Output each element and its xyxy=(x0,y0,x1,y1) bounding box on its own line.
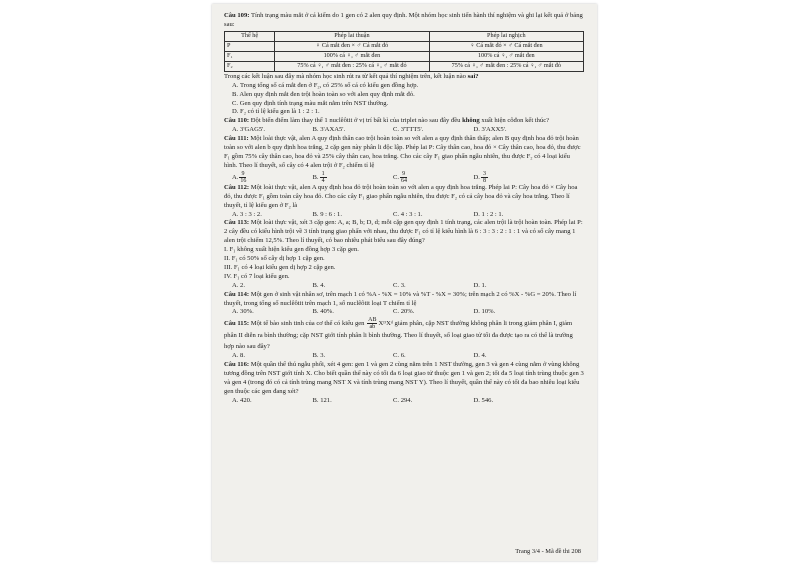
answer-option: A. 8. xyxy=(232,352,246,360)
answer-options xyxy=(224,171,584,184)
question-label: Câu 116: xyxy=(224,361,250,369)
answer-options xyxy=(224,126,584,135)
numerator: 9 xyxy=(400,171,407,178)
question-label: Câu 112: xyxy=(224,183,250,191)
answer-option: C. 3'TTT5'. xyxy=(393,126,424,134)
answer-option: A. 3 : 3 : 2. xyxy=(232,210,262,218)
table-cell: 75% cá ♀, ♂ mắt đen : 25% cá ♀, ♂ mắt đỏ xyxy=(275,61,429,71)
table-cell: F₂ xyxy=(225,61,275,71)
question-text: Một tế bào sinh tinh của cơ thể có kiểu gen xyxy=(249,320,367,328)
question-label: Câu 114: xyxy=(224,290,250,298)
numerator: 9 xyxy=(239,171,246,178)
question-111-stem xyxy=(224,135,584,171)
answer-option: B. 121. xyxy=(312,396,332,404)
table-header-forward-cross: Phép lai thuận xyxy=(275,31,429,41)
answer-option: C. 4 : 3 : 1. xyxy=(393,210,423,218)
prompt-emphasis: sai? xyxy=(467,72,479,80)
question-113-stem xyxy=(224,219,584,246)
exam-page xyxy=(212,4,597,561)
page-footer: Trang 3/4 - Mã đề thi 208 xyxy=(515,548,581,555)
answer-option: C. 6. xyxy=(393,352,406,360)
answer-option xyxy=(474,171,555,184)
table-cell: ♀ Cá mắt đen × ♂ Cá mắt đỏ xyxy=(275,41,429,51)
answer-option: A. 30%. xyxy=(232,308,254,316)
table-header-reverse-cross: Phép lai nghịch xyxy=(429,31,583,41)
question-text: Một gen ở sinh vật nhân sơ, trên mạch 1 có %A - %X = 10% và %T - %X = 30%; trên mạch 2 có %X - %G = 20%. Theo lí thuyết, trong tổng số nuclêôtit trên mạch 1, số nuclêôtit loại T chiếm tỉ lệ xyxy=(224,290,577,307)
genotype-sex-chromosomes: XᴰXᵈ xyxy=(378,320,393,328)
question-text: Đột biến điểm làm thay thế 1 nuclêôtit ở vị trí bất kì của triplet nào sau đây đều xyxy=(249,117,463,125)
question-label: Câu 115: xyxy=(224,320,250,328)
question-text: Một loài thực vật, alen A quy định hoa đỏ trội hoàn toàn so với alen a quy định hoa trắng. Phép lai P: Cây hoa đỏ × Cây hoa đỏ, thu được F₁ gồm toàn cây hoa đỏ. Cho các cây F₁ giao phấn ngẫu nhiên, thu được F₂ có cả cây hoa đỏ và cây hoa trắng. Theo lí thuyết, tỉ lệ kiểu gen ở F₂ là xyxy=(224,183,578,209)
fraction xyxy=(481,171,501,184)
answer-option: B. 3. xyxy=(312,352,326,360)
table-cell: 75% cá ♀, ♂ mắt đen : 25% cá ♀, ♂ mắt đỏ xyxy=(429,61,583,71)
results-table xyxy=(224,31,584,72)
question-text: Một loài thực vật, xét 3 cặp gen: A, a; B, b; D, d; mỗi cặp gen quy định 1 tính trạng, các alen trội là trội hoàn toàn. Phép lai P: 2 cây đều có kiểu hình trội về 3 tính trạng giao phấn với nhau, thu được F₁ có tỉ lệ kiểu hình là 6 : 3 : 3 : 2 : 1 : 1 và có số cây mang 1 alen trội chiếm 12,5%. Theo lí thuyết, có bao nhiêu phát biểu sau đây đúng? xyxy=(224,219,583,245)
statement: III. F₁ có 4 loại kiểu gen dị hợp 2 cặp gen. xyxy=(224,263,336,271)
question-text: Tính trạng màu mắt ở cá kiếm do 1 gen có 2 alen quy định. Một nhóm học sinh tiến hành thí nghiệm và ghi lại kết quả ở bảng sau: xyxy=(224,12,583,28)
denominator: ab xyxy=(369,324,376,331)
question-109-prompt xyxy=(224,73,584,82)
answer-option: A. 2. xyxy=(232,281,246,289)
fraction xyxy=(239,171,259,184)
answer-option: A. 3'GAG5'. xyxy=(232,126,265,134)
answer-option xyxy=(313,171,394,184)
answer-option: D. 4. xyxy=(473,352,487,360)
question-115-stem xyxy=(224,317,584,352)
question-112-stem xyxy=(224,184,584,211)
genotype-fraction xyxy=(367,317,377,330)
answer-option: B. 4. xyxy=(312,281,326,289)
question-label: Câu 113: xyxy=(224,219,250,227)
answer-options xyxy=(224,308,584,317)
table-cell: 100% cá ♀, ♂ mắt đen xyxy=(275,51,429,61)
statement: II. F₁ có 50% số cây dị hợp 1 cặp gen. xyxy=(224,255,325,263)
denominator: 8 xyxy=(482,177,486,184)
fraction xyxy=(400,171,420,184)
answer-options xyxy=(224,211,584,220)
answer-option: C. 3. xyxy=(393,281,406,289)
denominator: 4 xyxy=(321,177,325,184)
answer-option: D. 1 : 2 : 1. xyxy=(473,210,504,218)
answer-option: B. 3'AXA5'. xyxy=(312,126,346,134)
table-header-generation: Thế hệ xyxy=(225,31,275,41)
option-letter: A. xyxy=(232,173,239,181)
answer-option: D. 10%. xyxy=(473,308,496,316)
table-row xyxy=(225,41,584,51)
question-text: xuất hiện côđon kết thúc? xyxy=(479,117,550,125)
option-letter: C. xyxy=(393,173,400,181)
answer-option xyxy=(232,171,313,184)
prompt-text: Trong các kết luận sau đây mà nhóm học sinh rút ra từ kết quả thí nghiệm trên, kết luận nào xyxy=(224,72,468,80)
answer-option: C. 294. xyxy=(393,396,413,404)
table-cell: P xyxy=(225,41,275,51)
question-109-stem xyxy=(224,12,584,30)
fraction xyxy=(320,171,340,184)
answer-option: D. 3'AXX5'. xyxy=(473,126,507,134)
numerator: 1 xyxy=(320,171,327,178)
question-emphasis: không xyxy=(462,117,480,125)
option-letter: D. xyxy=(473,173,480,181)
question-label: Câu 109: xyxy=(224,12,250,19)
question-label: Câu 111: xyxy=(224,135,249,143)
answer-option: B. Alen quy định mắt đen trội hoàn toàn so với alen quy định mắt đỏ. xyxy=(232,90,415,98)
answer-options xyxy=(224,397,584,406)
question-110-stem xyxy=(224,117,584,126)
statement: IV. F₁ có 7 loại kiểu gen. xyxy=(224,272,290,280)
answer-option xyxy=(393,171,474,184)
answer-options xyxy=(224,282,584,291)
table-row xyxy=(225,61,584,71)
answer-options xyxy=(224,352,584,361)
question-114-stem xyxy=(224,291,584,309)
table-cell: 100% cá ♀, ♂ mắt đen xyxy=(429,51,583,61)
question-116-stem xyxy=(224,361,584,397)
table-cell: ♀ Cá mắt đỏ × ♂ Cá mắt đen xyxy=(429,41,583,51)
numerator: AB xyxy=(368,317,377,324)
question-text: giảm phân, cặp NST thường không phân li trong giảm phân I, giảm phân II diễn ra bình thường; cặp NST giới tính phân li bình thường. Theo lí thuyết, số loại giao tử tối đa được tạo ra có thể là trường hợp nào sau đây? xyxy=(224,320,573,351)
option-letter: B. xyxy=(312,173,319,181)
answer-option: B. 9 : 6 : 1. xyxy=(312,210,342,218)
statement: I. F₁ không xuất hiện kiểu gen đồng hợp 3 cặp gen. xyxy=(224,246,359,254)
table-cell: F₁ xyxy=(225,51,275,61)
answer-option: D. 1. xyxy=(473,281,487,289)
denominator: 64 xyxy=(401,177,408,184)
answer-option: C. Gen quy định tính trạng màu mắt nằm trên NST thường. xyxy=(232,99,389,107)
exam-content xyxy=(224,12,584,406)
answer-option: A. Trong tổng số cá mắt đen ở F₂, có 25% số cá có kiểu gen đồng hợp. xyxy=(232,81,419,89)
question-text: Một loài thực vật, alen A quy định thân cao trội hoàn toàn so với alen a quy định thân thấp; alen B quy định hoa đỏ trội hoàn toàn so với alen b quy định hoa trắng, 2 cặp gen này phân li độc lập. Phép lai P: Cây thân cao, hoa đỏ × Cây thân cao, hoa đỏ, thu được F₁ gồm 75% cây thân cao, hoa đỏ và 25% cây thân cao, hoa trắng. Cho các cây F₁ giao phấn ngẫu nhiên, thu được F₂ có 4 loại kiểu hình. Theo lí thuyết, số cây có 4 alen trội ở F₂ chiếm tỉ lệ xyxy=(224,135,581,169)
question-text: Một quần thể thú ngẫu phối, xét 4 gen: gen 1 và gen 2 cùng nằm trên 1 NST thường, gen 3 và gen 4 cùng nằm ở vùng không tương đồng trên NST giới tính X. Cho biết quần thể này có tối đa 6 loại giao tử thuộc gen 1 và gen 2; tối đa 5 loại tính trùng thuộc gen 3 và gen 4 (trong đó có cả tính trùng mang NST X và tính trùng mang NST Y). Theo lí thuyết, quần thể này có tối đa bao nhiêu loại kiểu gen thuộc các gen đang xét? xyxy=(224,361,584,396)
answer-option: D. F₂ có tỉ lệ kiểu gen là 1 : 2 : 1. xyxy=(232,108,320,116)
table-row xyxy=(225,51,584,61)
question-label: Câu 110: xyxy=(224,117,250,125)
answer-option: C. 20%. xyxy=(393,308,415,316)
answer-option: D. 546. xyxy=(473,396,494,404)
numerator: 3 xyxy=(481,171,488,178)
answer-option: A. 420. xyxy=(232,396,252,404)
answer-option: B. 40%. xyxy=(312,308,334,316)
denominator: 16 xyxy=(240,177,247,184)
